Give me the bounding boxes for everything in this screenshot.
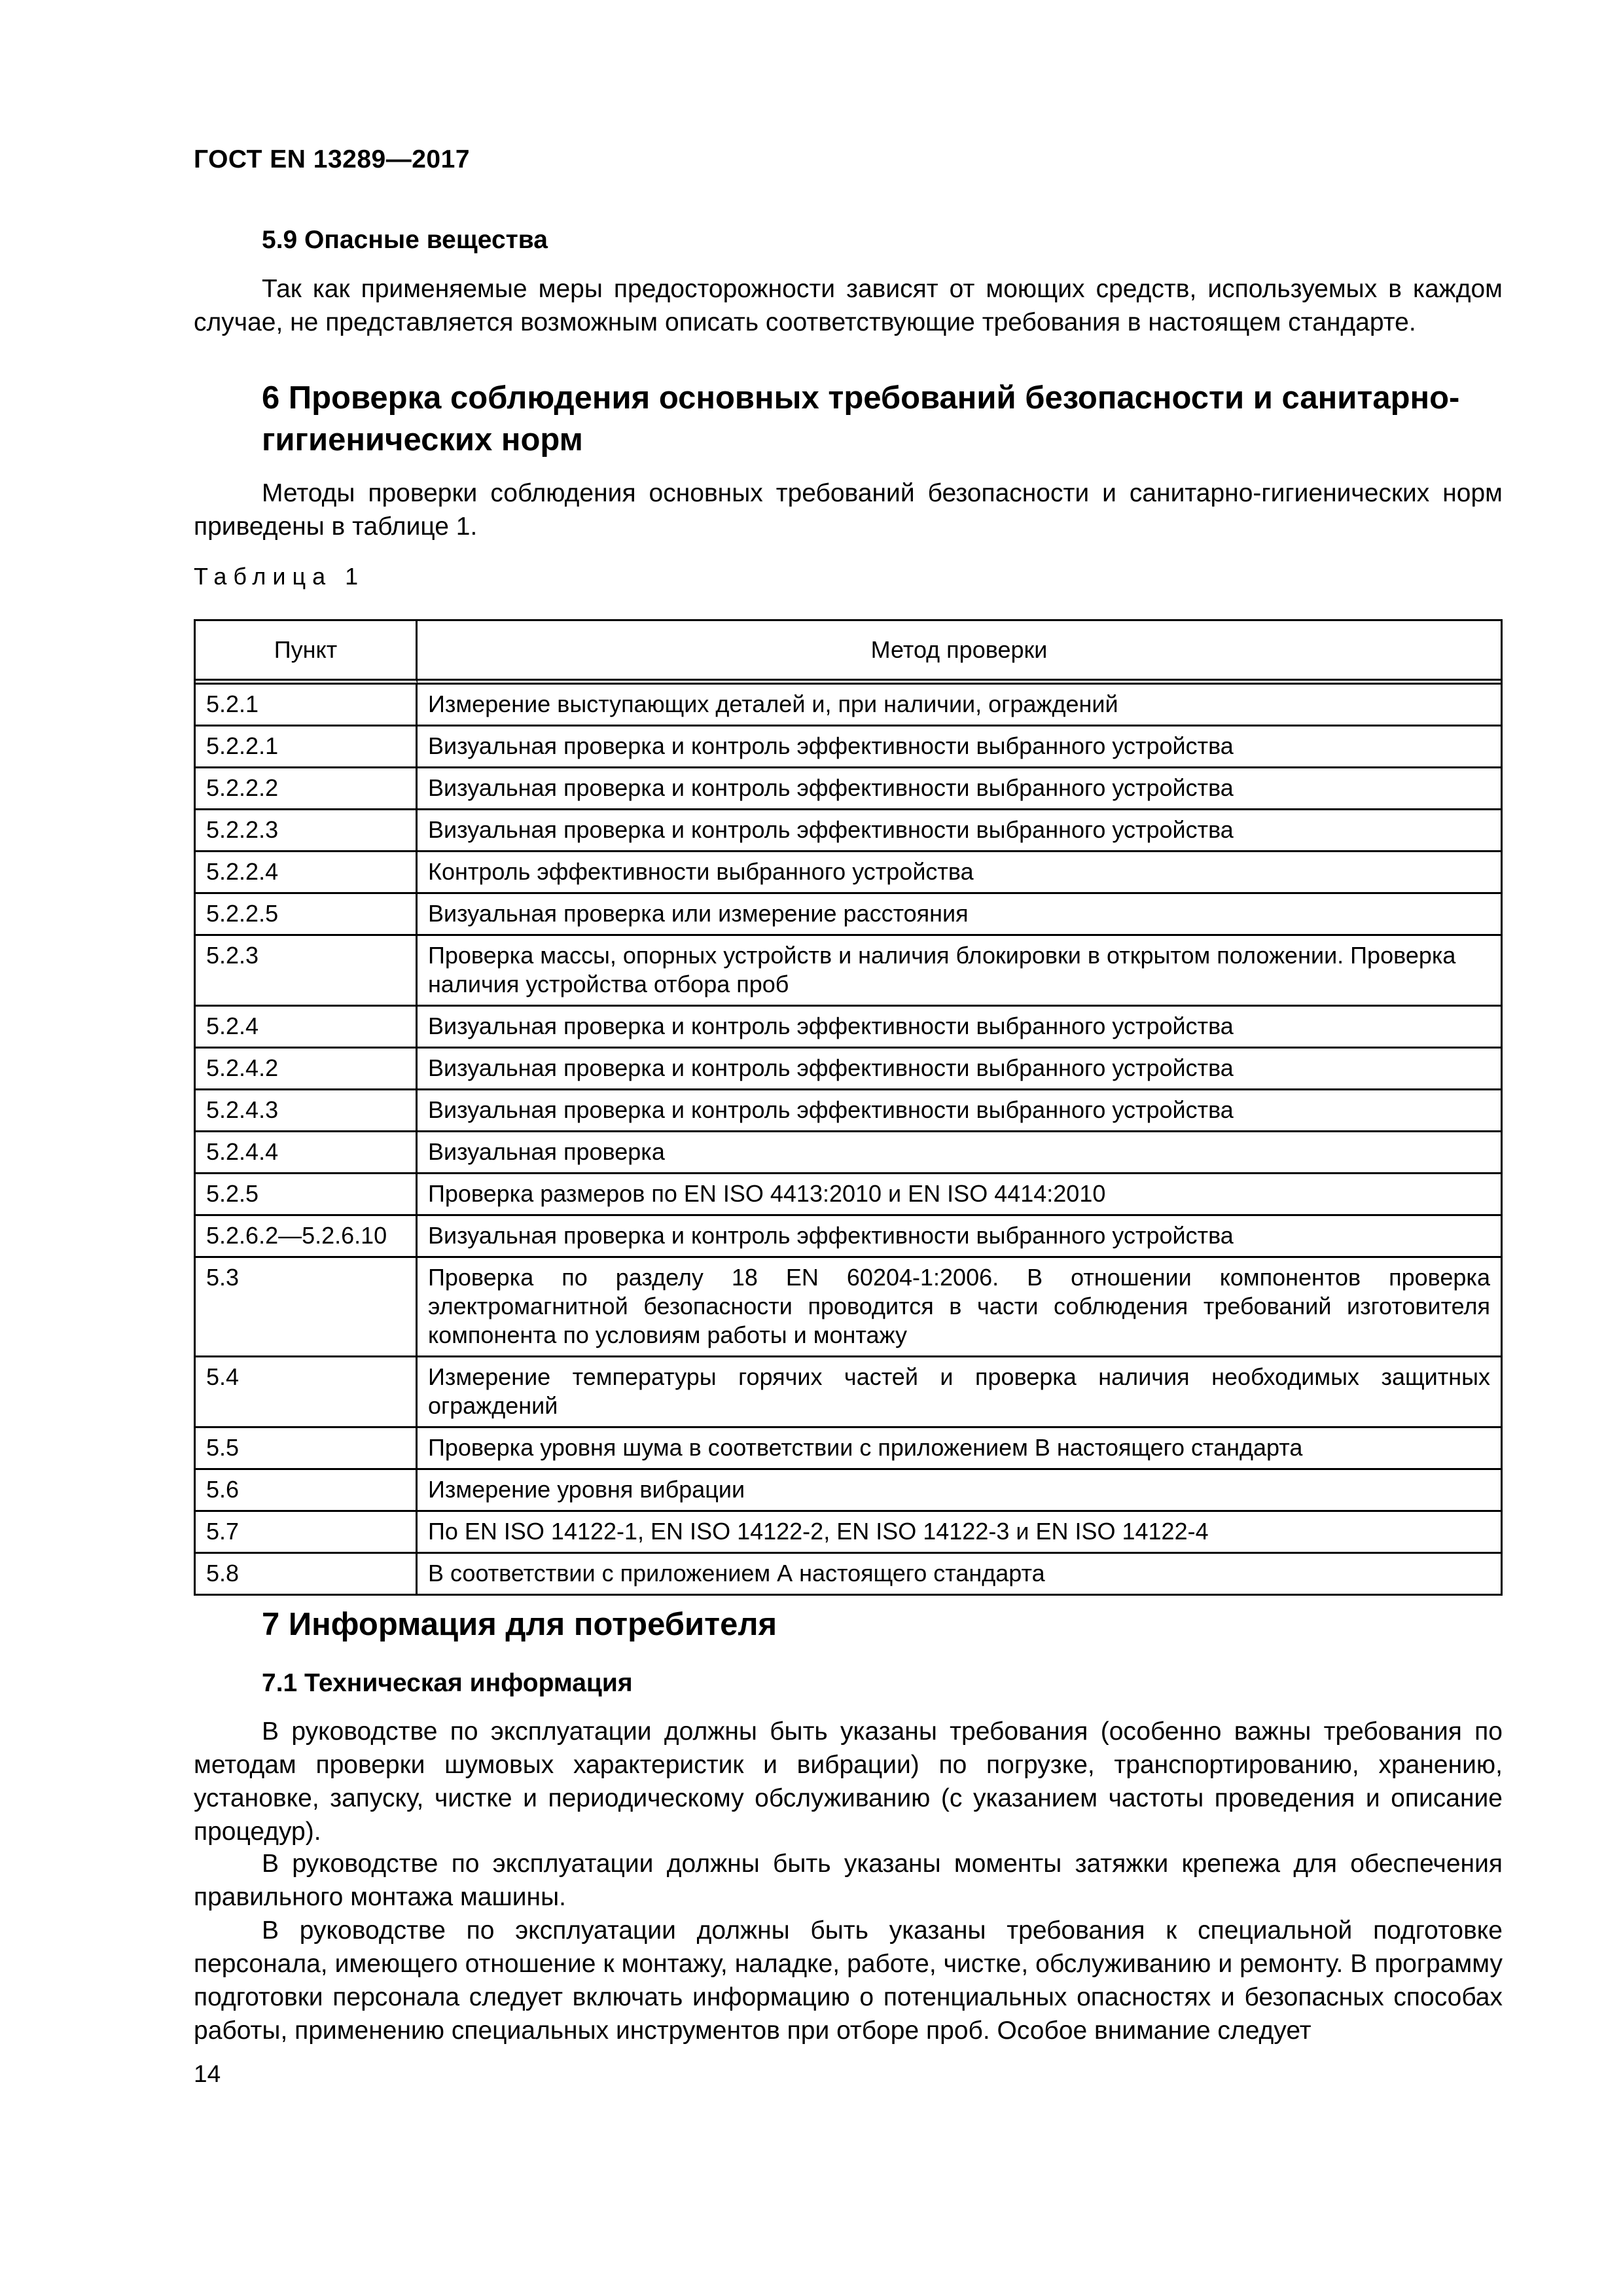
table-row <box>196 1355 1501 1426</box>
table-1-caption: Таблица 1 <box>194 563 365 590</box>
row-item: 5.5 <box>196 1426 418 1468</box>
table-row <box>196 1172 1501 1214</box>
row-item: 5.2.4.2 <box>196 1047 418 1088</box>
row-method: Проверка размеров по EN ISO 4413:2010 и EN ISO 4414:2010 <box>418 1172 1501 1214</box>
table-row <box>196 1510 1501 1552</box>
table-row <box>196 1088 1501 1130</box>
section-7-1-text-3: В руководстве по эксплуатации должны быть указаны требования к специальной подготовке персонала, имеющего отношение к монтажу, наладке, работе, чистке, обслуживанию и ремонту. В программу подготовки персонала следует включать информацию о потенциальных опасностях и безопасных способах работы, применению специальных инструментов при отборе проб. Особое внимание следует <box>194 1916 1503 2045</box>
row-method: Визуальная проверка и контроль эффективности выбранного устройства <box>418 766 1501 808</box>
table-row <box>196 1426 1501 1468</box>
row-item: 5.2.3 <box>196 934 418 1005</box>
section-6-heading-line2: гигиенических норм <box>262 422 583 457</box>
section-7-1-paragraph-1 <box>194 1715 1503 1848</box>
section-7-heading: 7 Информация для потребителя <box>262 1607 777 1642</box>
row-item: 5.2.2.5 <box>196 892 418 934</box>
row-item: 5.8 <box>196 1552 418 1594</box>
section-5-9-heading: 5.9 Опасные вещества <box>262 226 548 254</box>
row-method: Визуальная проверка или измерение расстояния <box>418 892 1501 934</box>
section-6-text: Методы проверки соблюдения основных требований безопасности и санитарно-гигиенических норм приведены в таблице 1. <box>194 479 1503 541</box>
row-item: 5.2.6.2—5.2.6.10 <box>196 1214 418 1256</box>
column-header-method: Метод проверки <box>418 621 1501 685</box>
table-row <box>196 1047 1501 1088</box>
row-method: Визуальная проверка и контроль эффективности выбранного устройства <box>418 725 1501 766</box>
table-row <box>196 725 1501 766</box>
row-method: Визуальная проверка и контроль эффективности выбранного устройства <box>418 1214 1501 1256</box>
row-method: По EN ISO 14122-1, EN ISO 14122-2, EN ISO 14122-3 и EN ISO 14122-4 <box>418 1510 1501 1552</box>
table-header-row <box>196 621 1501 685</box>
section-7-1-paragraph-2 <box>194 1847 1503 1914</box>
section-7-1-text-2: В руководстве по эксплуатации должны быть указаны моменты затяжки крепежа для обеспечения правильного монтажа машины. <box>194 1850 1503 1911</box>
table-row <box>196 685 1501 725</box>
table-row <box>196 850 1501 892</box>
section-7-1-heading: 7.1 Техническая информация <box>262 1669 633 1697</box>
section-5-9-text: Так как применяемые меры предосторожности зависят от моющих средств, используемых в каждом случае, не представляется возможным описать соответствующие требования в настоящем стандарте. <box>194 275 1503 336</box>
row-method: Визуальная проверка <box>418 1130 1501 1172</box>
page-number: 14 <box>194 2060 221 2087</box>
row-method: Проверка по разделу 18 EN 60204-1:2006. В отношении компонентов проверка электромагнитной безопасности проводится в части соблюдения требований изготовителя компонента по условиям работы и монтажу <box>418 1256 1501 1355</box>
table-row <box>196 934 1501 1005</box>
row-item: 5.2.2.2 <box>196 766 418 808</box>
row-method: Визуальная проверка и контроль эффективности выбранного устройства <box>418 1005 1501 1047</box>
row-item: 5.2.4.4 <box>196 1130 418 1172</box>
row-item: 5.2.2.4 <box>196 850 418 892</box>
section-6-paragraph <box>194 476 1503 543</box>
section-7-1-paragraph-3 <box>194 1914 1503 2047</box>
row-method: Визуальная проверка и контроль эффективности выбранного устройства <box>418 1047 1501 1088</box>
column-header-item: Пункт <box>196 621 418 685</box>
section-5-9-paragraph <box>194 272 1503 339</box>
row-item: 5.4 <box>196 1355 418 1426</box>
table-row <box>196 808 1501 850</box>
row-item: 5.2.2.1 <box>196 725 418 766</box>
table-row <box>196 1468 1501 1510</box>
row-method: Визуальная проверка и контроль эффективности выбранного устройства <box>418 1088 1501 1130</box>
row-method: Контроль эффективности выбранного устройства <box>418 850 1501 892</box>
row-item: 5.2.4.3 <box>196 1088 418 1130</box>
row-item: 5.2.5 <box>196 1172 418 1214</box>
row-item: 5.2.4 <box>196 1005 418 1047</box>
section-6-heading-line1: 6 Проверка соблюдения основных требований безопасности и санитарно- <box>262 380 1460 416</box>
row-method: Проверка уровня шума в соответствии с приложением В настоящего стандарта <box>418 1426 1501 1468</box>
section-7-1-text-1: В руководстве по эксплуатации должны быть указаны требования (особенно важны требования по методам проверки шумовых характеристик и вибрации) по погрузке, транспортированию, хранению, установке, запуску, чистке и периодическому обслуживанию (с указанием частоты проведения и описание процедур). <box>194 1717 1503 1846</box>
row-item: 5.7 <box>196 1510 418 1552</box>
row-method: Измерение выступающих деталей и, при наличии, ограждений <box>428 691 1118 717</box>
row-method: Проверка массы, опорных устройств и наличия блокировки в открытом положении. Проверка наличия устройства отбора проб <box>418 934 1501 1005</box>
row-item: 5.6 <box>196 1468 418 1510</box>
table-row <box>196 1005 1501 1047</box>
table-row <box>196 766 1501 808</box>
table-1 <box>194 619 1503 1596</box>
table-row <box>196 1552 1501 1594</box>
row-method: Визуальная проверка и контроль эффективности выбранного устройства <box>418 808 1501 850</box>
row-method: Измерение температуры горячих частей и проверка наличия необходимых защитных ограждений <box>418 1355 1501 1426</box>
row-item: 5.2.2.3 <box>196 808 418 850</box>
row-method: В соответствии с приложением А настоящего стандарта <box>418 1552 1501 1594</box>
row-item: 5.3 <box>196 1256 418 1355</box>
document-code-header: ГОСТ EN 13289—2017 <box>194 145 471 173</box>
row-item: 5.2.1 <box>196 685 418 725</box>
table-row <box>196 1256 1501 1355</box>
table-row <box>196 1214 1501 1256</box>
table-row <box>196 1130 1501 1172</box>
table-row <box>196 892 1501 934</box>
row-method: Измерение уровня вибрации <box>418 1468 1501 1510</box>
